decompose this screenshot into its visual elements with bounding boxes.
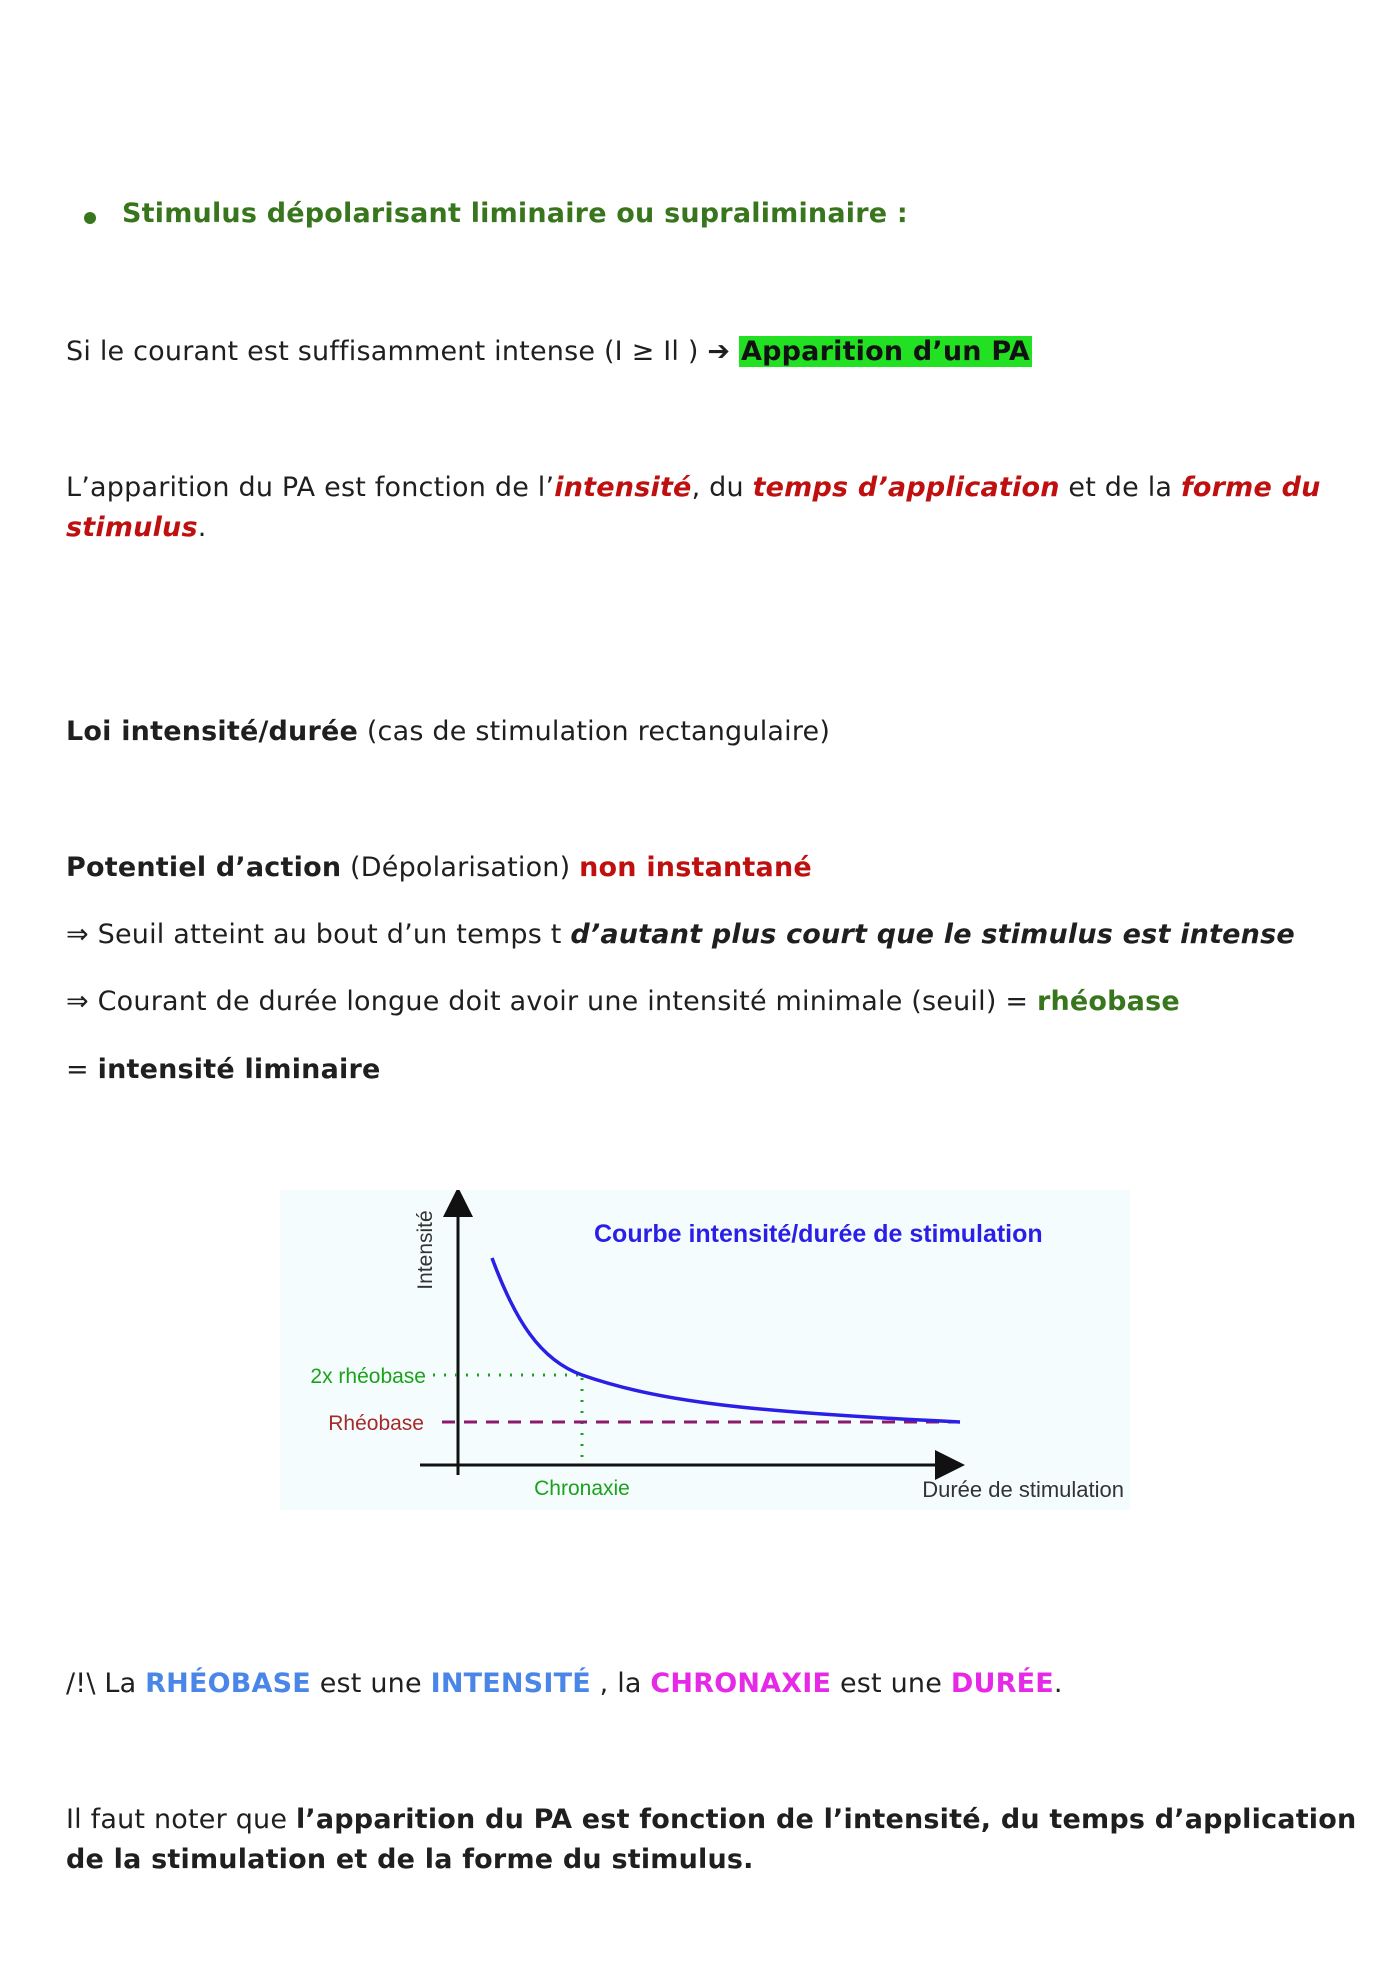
term-temps-application: temps d’application — [752, 472, 1060, 503]
section-loi-intensite-duree — [66, 716, 830, 747]
p2-text-b: , du — [691, 472, 753, 503]
conclusion-bold-1: l’apparition du PA est fonction de l’intensité, du temps d’application — [295, 1804, 1357, 1835]
note-rheobase: RHÉOBASE — [145, 1668, 311, 1699]
paragraph-apparition-pa — [66, 472, 1321, 503]
p2-text-a: L’apparition du PA est fonction de l’ — [66, 472, 555, 503]
chronaxie-label: Chronaxie — [534, 1477, 630, 1500]
intensity-duration-figure — [280, 1190, 1130, 1510]
note-text-3: est une — [831, 1668, 951, 1699]
term-forme-du: forme du — [1180, 472, 1321, 503]
bullet-heading: Stimulus dépolarisant liminaire ou supraliminaire : — [122, 198, 908, 229]
chart-title: Courbe intensité/durée de stimulation — [594, 1220, 1043, 1248]
implies-arrow-icon: ⇒ — [66, 986, 89, 1017]
term-stimulus: stimulus — [66, 512, 198, 543]
conclusion-line-1 — [66, 1804, 1356, 1835]
courant-text: Courant de durée longue doit avoir une intensité minimale (seuil) = — [88, 986, 1037, 1017]
arrow-icon: ➔ — [707, 336, 731, 367]
loi-subtitle: (cas de stimulation rectangulaire) — [358, 716, 831, 747]
note-duree: DURÉE — [950, 1668, 1054, 1699]
p2-text-c: et de la — [1059, 472, 1181, 503]
potentiel-action-line — [66, 852, 812, 883]
loi-heading: Loi intensité/durée — [66, 716, 359, 747]
courant-line — [66, 986, 1180, 1017]
seuil-line — [66, 919, 1295, 950]
double-rheobase-label: 2x rhéobase — [310, 1365, 426, 1388]
conclusion-line-2: de la stimulation et de la forme du stimulus. — [66, 1844, 754, 1875]
paragraph-courant-intense — [66, 336, 1032, 367]
highlight-apparition-pa: Apparition d’un PA — [741, 336, 1030, 367]
p2-end: . — [197, 512, 207, 543]
implies-arrow-icon: ⇒ — [66, 919, 89, 950]
potentiel-heading: Potentiel d’action — [66, 852, 342, 883]
term-intensite: intensité — [554, 472, 692, 503]
seuil-emphasis: d’autant plus court que le stimulus est intense — [570, 919, 1295, 950]
paragraph-apparition-pa-line2 — [66, 512, 207, 543]
p1-text: Si le courant est suffisamment intense (I ≥ Il ) — [66, 336, 708, 367]
note-end: . — [1053, 1668, 1063, 1699]
note-chronaxie: CHRONAXIE — [650, 1668, 832, 1699]
intensity-duration-chart — [280, 1190, 1130, 1510]
x-axis-label: Durée de stimulation — [922, 1477, 1124, 1502]
equals-sign: = — [66, 1054, 98, 1085]
seuil-text: Seuil atteint au bout d’un temps t — [88, 919, 571, 950]
bullet-dot — [84, 212, 96, 224]
note-intensite: INTENSITÉ — [430, 1668, 591, 1699]
non-instantane: non instantané — [579, 852, 812, 883]
intensity-duration-curve — [492, 1258, 960, 1422]
y-axis-label: Intensité — [414, 1210, 437, 1290]
note-line — [66, 1668, 1063, 1699]
potentiel-mid: (Dépolarisation) — [341, 852, 580, 883]
note-text-2: , la — [590, 1668, 651, 1699]
note-text-1: est une — [310, 1668, 431, 1699]
conclusion-plain: Il faut noter que — [66, 1804, 296, 1835]
rheobase-term: rhéobase — [1036, 986, 1180, 1017]
intensite-liminaire-line — [66, 1054, 381, 1085]
warning-prefix: /!\ La — [66, 1668, 146, 1699]
rheobase-label: Rhéobase — [328, 1412, 424, 1435]
intensite-liminaire: intensité liminaire — [97, 1054, 381, 1085]
